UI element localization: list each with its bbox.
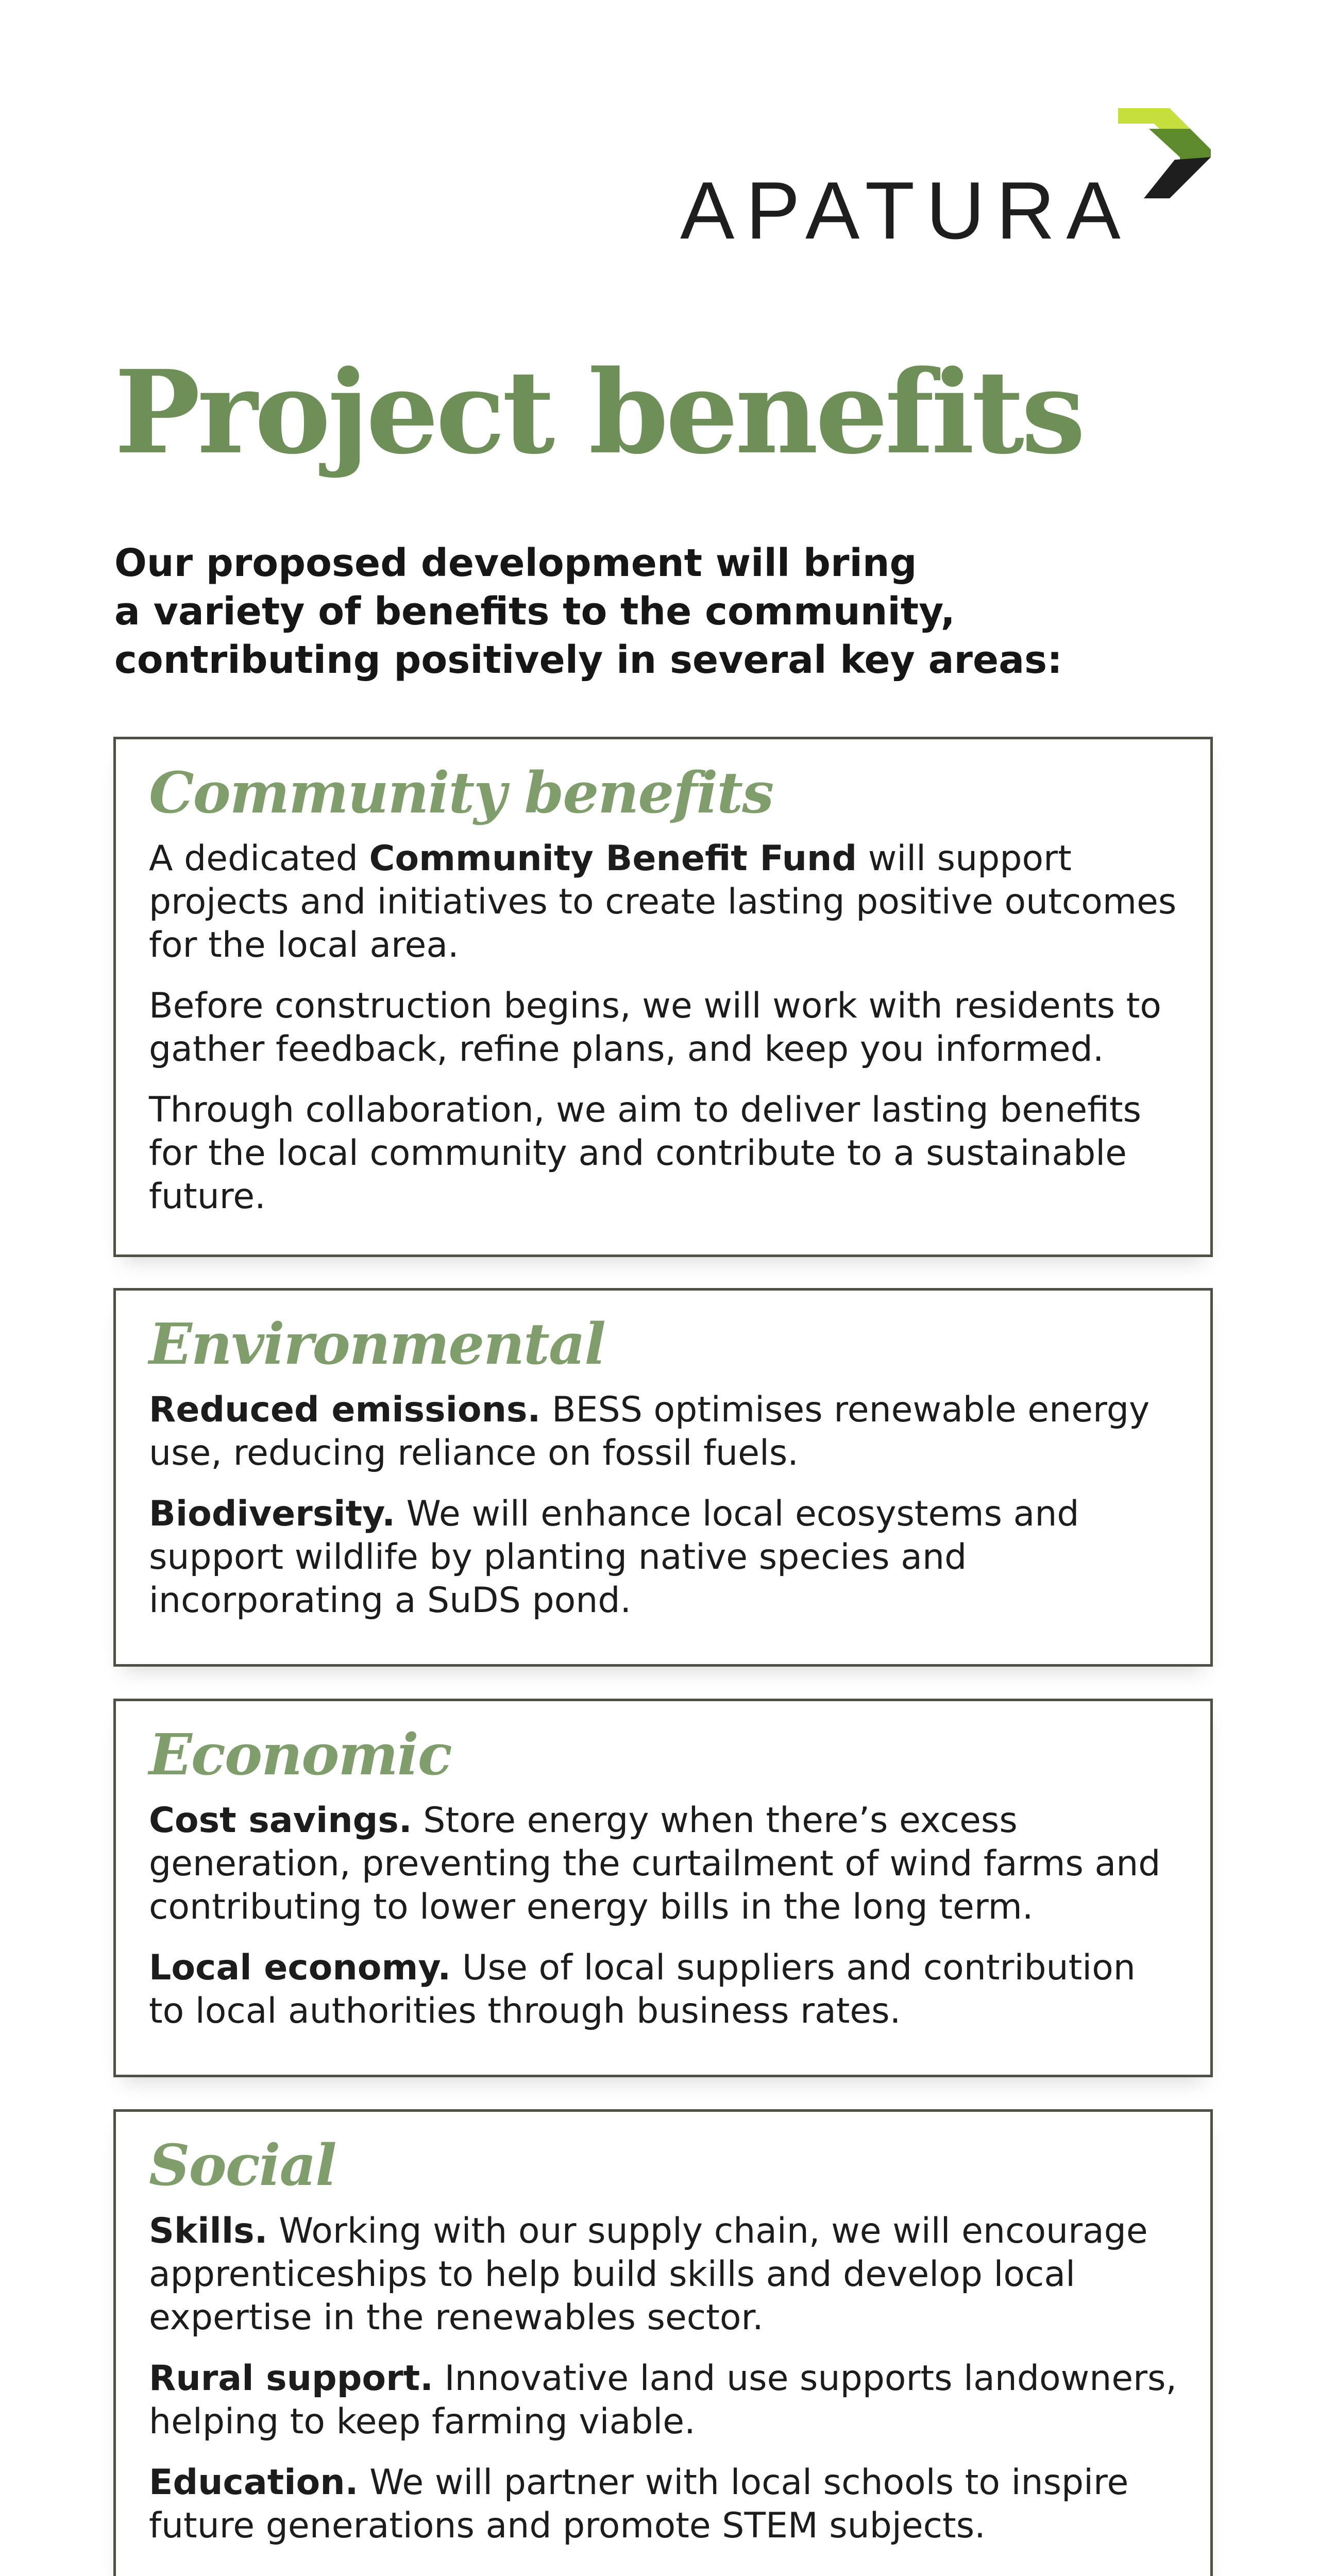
section-paragraph: Rural support. Innovative land use supports landowners, helping to keep farming viable. (149, 2358, 1177, 2442)
intro-line: Our proposed development will bring (114, 541, 917, 585)
economic-card (113, 1699, 1213, 2077)
environmental-card (113, 1288, 1213, 1667)
page-title: Project benefits (114, 346, 1083, 480)
section-paragraph: Cost savings. Store energy when there’s excess generation, preventing the curtailment of wind farms and contributing to lower energy bills in the long term. (149, 1800, 1161, 1927)
intro-line: contributing positively in several key areas: (114, 638, 1062, 682)
apatura-logo (680, 108, 1216, 256)
section-heading: Social (149, 2132, 336, 2198)
logo-wordmark: APATURA (680, 165, 1132, 256)
section-paragraph: Through collaboration, we aim to deliver lasting benefits for the local community and contribute to a sustainable future. (149, 1090, 1142, 1217)
section-paragraph: A dedicated Community Benefit Fund will support projects and initiatives to create lasting positive outcomes for the local area. (149, 838, 1177, 965)
intro-line: a variety of benefits to the community, (114, 589, 955, 634)
section-heading: Economic (149, 1721, 451, 1788)
social-card (113, 2109, 1213, 2576)
section-paragraph: Education. We will partner with local schools to inspire future generations and promote STEM subjects. (149, 2462, 1129, 2546)
logo-chevron-icon (1113, 108, 1216, 222)
section-heading: Environmental (149, 1311, 605, 1377)
section-paragraph: Local economy. Use of local suppliers and contribution to local authorities through business rates. (149, 1947, 1136, 2031)
intro-text (114, 539, 1196, 684)
community-benefits-card (113, 737, 1213, 1257)
section-heading: Community benefits (149, 759, 773, 826)
section-paragraph: Before construction begins, we will work with residents to gather feedback, refine plans, and keep you informed. (149, 986, 1161, 1070)
section-paragraph: Reduced emissions. BESS optimises renewable energy use, reducing reliance on fossil fuels. (149, 1389, 1150, 1473)
section-paragraph: Biodiversity. We will enhance local ecosystems and support wildlife by planting native species and incorporating a SuDS pond. (149, 1494, 1079, 1621)
section-paragraph: Skills. Working with our supply chain, we will encourage apprenticeships to help build skills and develop local expertise in the renewables sector. (149, 2211, 1148, 2338)
